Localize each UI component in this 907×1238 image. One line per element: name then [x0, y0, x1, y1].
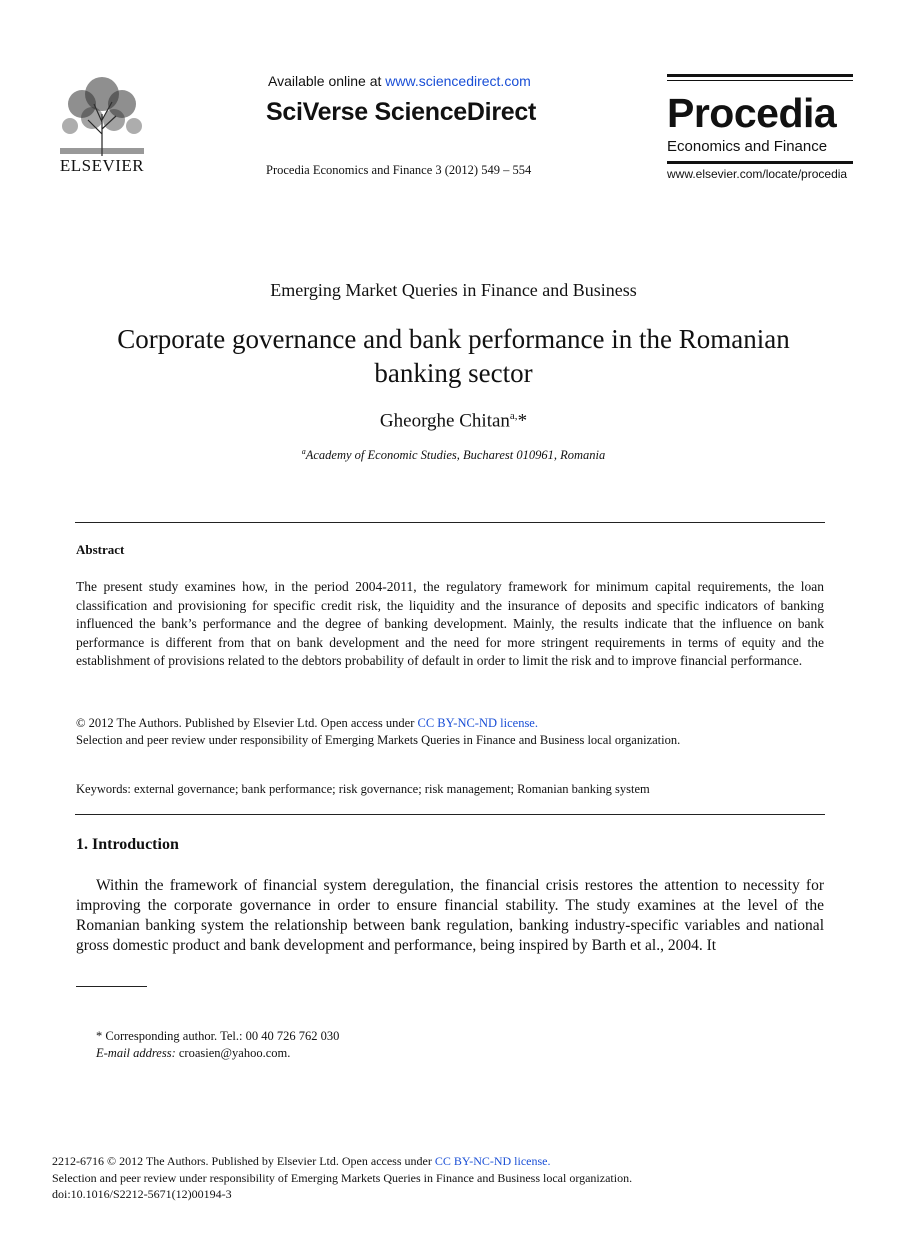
footnote	[96, 1028, 339, 1062]
keywords: Keywords: external governance; bank performance; risk governance; risk management; Romanian banking system	[76, 782, 650, 796]
abstract-top-divider	[75, 522, 825, 523]
author-name: Gheorghe Chitan	[379, 410, 510, 432]
introduction-text: Within the framework of financial system deregulation, the financial crisis restores the attention to necessity for improving the corporate governance in order to ensure financial stability. The study examines at the level of the Romanian banking system the relationship between bank regulation, banking industry-specific variables and national gross domestic product and bank development and performance, being inspired by Barth et al., 2004. It	[76, 877, 824, 954]
email-label: E-mail address:	[96, 1046, 176, 1060]
corresponding-author-note: * Corresponding author. Tel.: 00 40 726 762 030	[96, 1029, 340, 1043]
author-line	[0, 410, 907, 432]
page-footer	[52, 1153, 632, 1203]
sciencedirect-link[interactable]: www.sciencedirect.com	[385, 73, 531, 89]
journal-brand-subtitle: Economics and Finance	[667, 138, 828, 155]
issn-prefix: 2212-6716 © 2012 The Authors. Published by Elsevier Ltd. Open access under	[52, 1154, 435, 1168]
copyright-line	[76, 715, 824, 732]
paper-title	[60, 322, 847, 390]
title-line-1: Corporate governance and bank performance in the Romanian	[117, 324, 790, 354]
email-value[interactable]: croasien@yahoo.com.	[175, 1046, 291, 1060]
abstract-bottom-divider	[75, 814, 825, 815]
brand-top-rule-thin	[667, 80, 853, 81]
procedia-brand-box	[667, 74, 853, 181]
affiliation	[0, 447, 907, 463]
email-note	[96, 1045, 339, 1062]
section-heading-introduction: 1. Introduction	[76, 836, 179, 853]
doi[interactable]: doi:10.1016/S2212-5671(12)00194-3	[52, 1187, 232, 1201]
introduction-paragraph	[76, 876, 824, 956]
abstract-text: The present study examines how, in the period 2004-2011, the regulatory framework for minimum capital requirements, the loan classification and provisioning for specific credit risk, the liquidity and the insurance of deposits and specific indicators of banking influenced the bank’s performance and the degree of banking development. Mainly, the results indicate that the influence on bank performance is different from that on bank development and the need for more stringent requirements in terms of equity and the establishment of provisions related to the debtors probability of default in order to limit the risk and to improve financial performance.	[76, 579, 824, 668]
corresponding-star: *	[517, 410, 528, 432]
footnote-divider	[76, 986, 147, 987]
copyright-block	[76, 715, 824, 749]
affiliation-mark: a	[301, 447, 306, 456]
brand-bottom-rule	[667, 161, 853, 164]
copyright-prefix: © 2012 The Authors. Published by Elsevier Ltd. Open access under	[76, 716, 418, 730]
publisher-logo-text: ELSEVIER	[59, 156, 145, 175]
title-line-2: banking sector	[374, 358, 533, 388]
journal-brand: Procedia	[667, 90, 837, 136]
affiliation-text: Academy of Economic Studies, Bucharest 010961, Romania	[305, 448, 606, 463]
author-affiliation-mark: a,	[509, 410, 518, 422]
footer-review-line: Selection and peer review under responsibility of Emerging Markets Queries in Finance and Business local organization.	[52, 1170, 633, 1185]
peer-review-line: Selection and peer review under responsibility of Emerging Markets Queries in Finance and Business local organization.	[76, 733, 681, 747]
issn-line	[52, 1153, 632, 1170]
journal-url[interactable]: www.elsevier.com/locate/procedia	[667, 167, 848, 181]
available-online-line	[268, 73, 531, 89]
conference-name: Emerging Market Queries in Finance and Business	[270, 280, 637, 300]
abstract-heading: Abstract	[76, 542, 125, 557]
license-link[interactable]: CC BY-NC-ND license.	[417, 716, 538, 730]
platform-name: SciVerse ScienceDirect	[266, 98, 536, 126]
journal-reference: Procedia Economics and Finance 3 (2012) 549 – 554	[266, 163, 532, 177]
footer-license-link[interactable]: CC BY-NC-ND license.	[434, 1154, 551, 1168]
available-prefix: Available online at	[268, 73, 386, 89]
